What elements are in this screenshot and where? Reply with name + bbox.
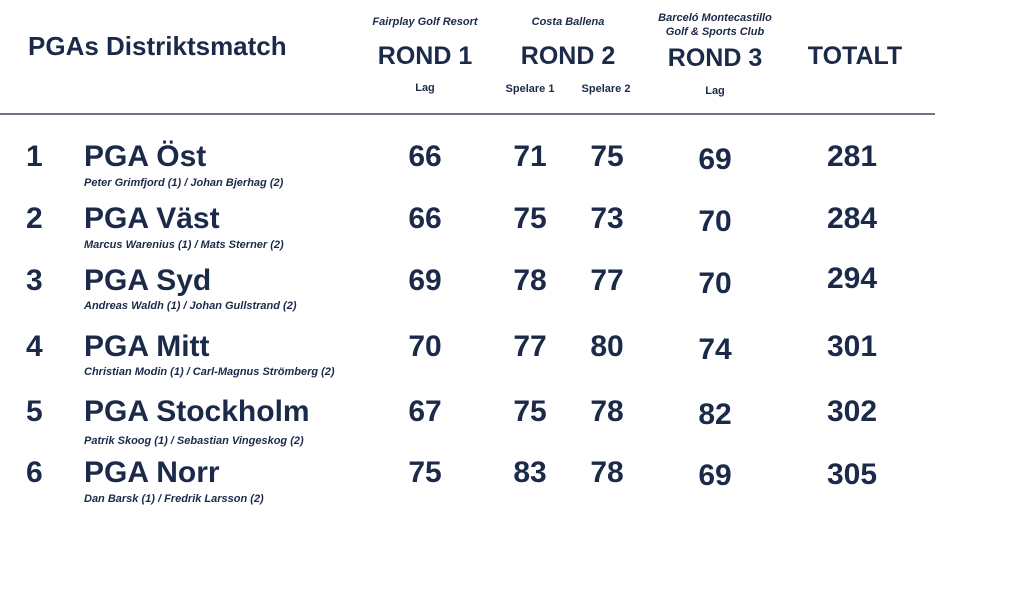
row-rank: 1 xyxy=(26,140,43,173)
row-r1-score: 66 xyxy=(408,202,442,235)
row-total: 294 xyxy=(826,262,878,295)
row-r1-score: 70 xyxy=(408,330,442,363)
row-players: Marcus Warenius (1) / Mats Sterner (2) xyxy=(84,239,284,251)
row-players: Peter Grimfjord (1) / Johan Bjerhag (2) xyxy=(84,177,284,189)
row-r2-player2-score: 78 xyxy=(590,456,624,489)
row-r2-player1-score: 75 xyxy=(513,395,547,428)
row-r3-score: 74 xyxy=(698,333,732,366)
row-r3-score: 69 xyxy=(698,459,732,492)
row-total: 305 xyxy=(826,458,878,491)
row-players: Christian Modin (1) / Carl-Magnus Strömberg (2) xyxy=(84,366,335,378)
row-team: PGA Öst xyxy=(84,140,207,173)
row-team: PGA Norr xyxy=(84,456,220,489)
row-players: Patrik Skoog (1) / Sebastian Vingeskog (2) xyxy=(84,435,304,447)
row-team: PGA Mitt xyxy=(84,330,210,363)
row-team: PGA Stockholm xyxy=(84,395,310,428)
row-r2-player1-score: 78 xyxy=(513,264,547,297)
row-total: 284 xyxy=(826,202,878,235)
round2-label: ROND 2 xyxy=(520,42,616,70)
row-team: PGA Väst xyxy=(84,202,220,235)
row-r1-score: 66 xyxy=(408,140,442,173)
round1-venue: Fairplay Golf Resort xyxy=(372,16,478,28)
row-r2-player1-score: 71 xyxy=(513,140,547,173)
row-r2-player2-score: 78 xyxy=(590,395,624,428)
row-total: 301 xyxy=(826,330,878,363)
row-r2-player2-score: 80 xyxy=(590,330,624,363)
row-r3-score: 70 xyxy=(698,267,732,300)
row-rank: 5 xyxy=(26,395,43,428)
row-total: 302 xyxy=(826,395,878,428)
row-r1-score: 67 xyxy=(408,395,442,428)
round1-sub: Lag xyxy=(415,82,435,94)
row-r3-score: 69 xyxy=(698,143,732,176)
row-r3-score: 82 xyxy=(698,398,732,431)
round2-sub-player1: Spelare 1 xyxy=(505,83,555,95)
row-r1-score: 69 xyxy=(408,264,442,297)
row-rank: 6 xyxy=(26,456,43,489)
row-players: Dan Barsk (1) / Fredrik Larsson (2) xyxy=(84,493,264,505)
round3-venue-line1: Barceló Montecastillo xyxy=(658,12,772,24)
row-r2-player2-score: 75 xyxy=(590,140,624,173)
row-r2-player1-score: 75 xyxy=(513,202,547,235)
row-rank: 3 xyxy=(26,264,43,297)
row-total: 281 xyxy=(826,140,878,173)
row-r2-player1-score: 77 xyxy=(513,330,547,363)
round3-venue-line2: Golf & Sports Club xyxy=(665,26,765,38)
total-label: TOTALT xyxy=(807,42,903,70)
round1-label: ROND 1 xyxy=(377,42,473,70)
row-r2-player1-score: 83 xyxy=(513,456,547,489)
row-r2-player2-score: 77 xyxy=(590,264,624,297)
round2-sub-player2: Spelare 2 xyxy=(581,83,631,95)
row-r1-score: 75 xyxy=(408,456,442,489)
row-r3-score: 70 xyxy=(698,205,732,238)
row-rank: 4 xyxy=(26,330,43,363)
row-r2-player2-score: 73 xyxy=(590,202,624,235)
page-title: PGAs Distriktsmatch xyxy=(28,31,287,61)
round3-label: ROND 3 xyxy=(667,44,763,72)
row-rank: 2 xyxy=(26,202,43,235)
round3-sub: Lag xyxy=(705,85,725,97)
row-players: Andreas Waldh (1) / Johan Gullstrand (2) xyxy=(84,300,297,312)
round2-venue: Costa Ballena xyxy=(531,16,605,28)
header-divider xyxy=(0,113,935,115)
row-team: PGA Syd xyxy=(84,264,212,297)
